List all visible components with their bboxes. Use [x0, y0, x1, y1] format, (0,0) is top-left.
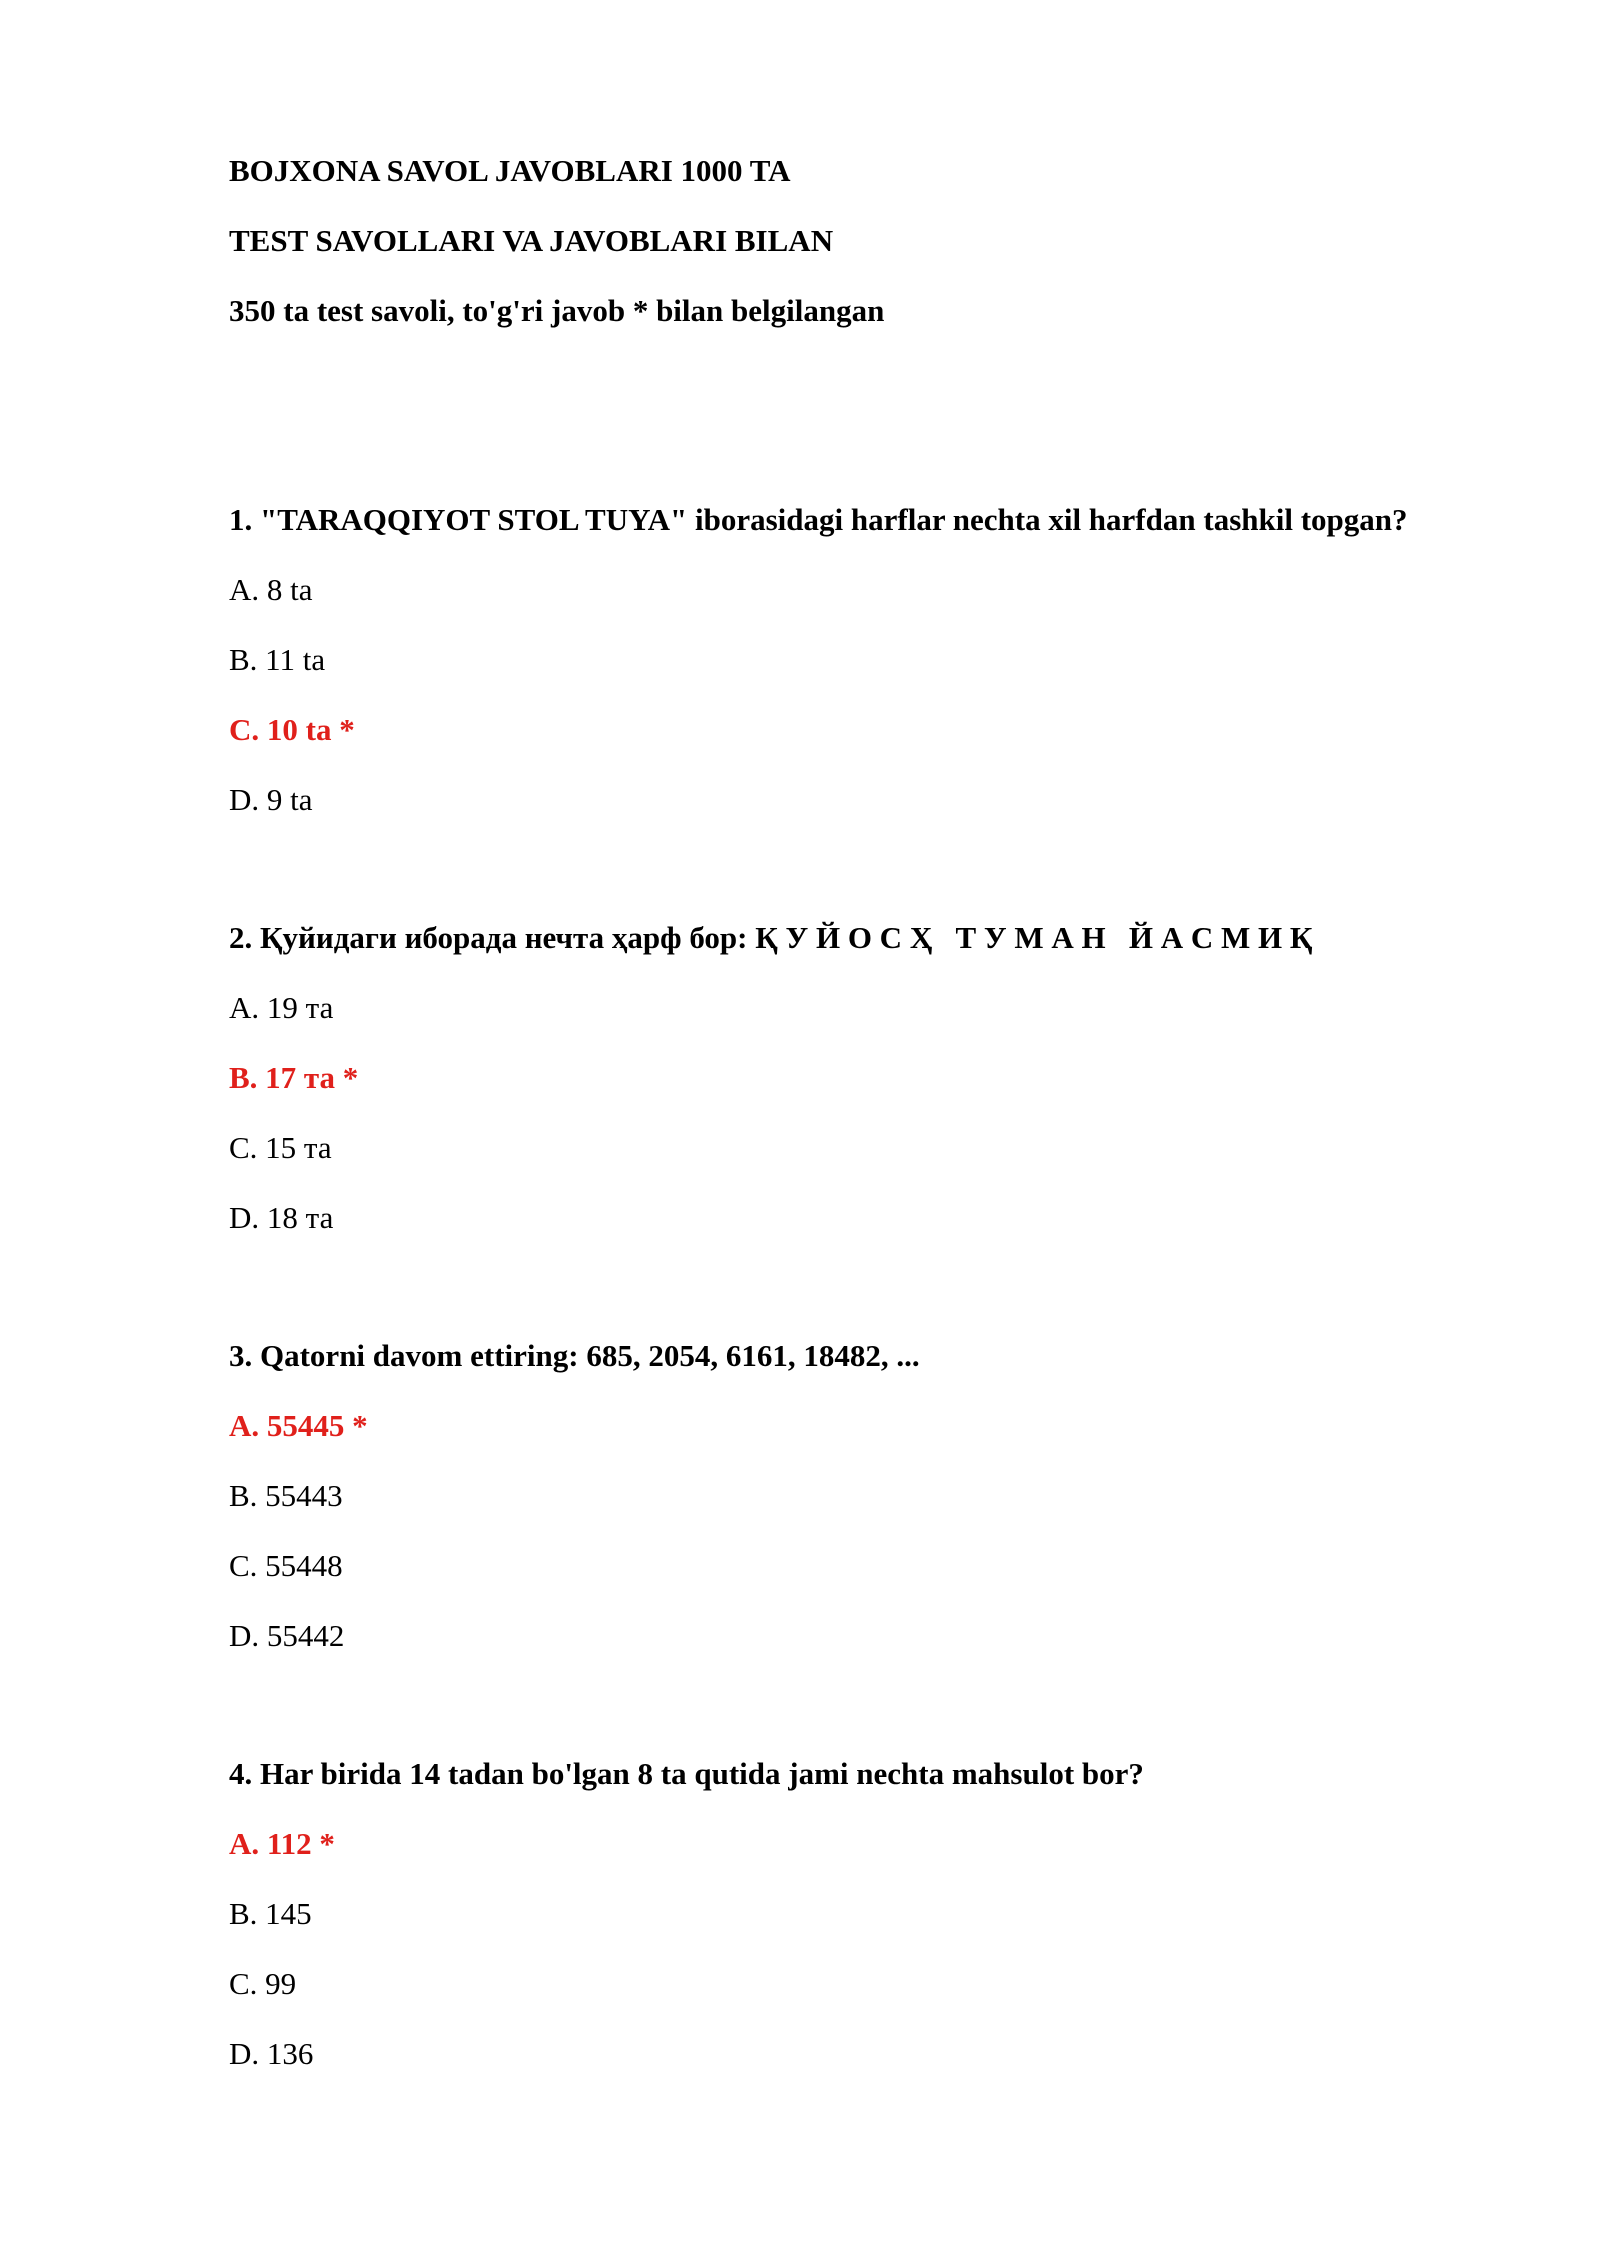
document-title-secondary: TEST SAVOLLARI VA JAVOBLARI BILAN — [229, 223, 834, 258]
question-2-text: 2. Қуйидаги иборада нечта ҳарф бор: Қ У Й О С Ҳ Т У М А Н Й А С М И Қ — [229, 920, 1313, 955]
question-3-option-c: C. 55448 — [229, 1548, 343, 1583]
question-1-option-d: D. 9 ta — [229, 782, 313, 817]
question-4-option-c: C. 99 — [229, 1966, 297, 2001]
document-title: BOJXONA SAVOL JAVOBLARI 1000 TA — [229, 153, 791, 188]
question-1-text: 1. "TARAQQIYOT STOL TUYA" iborasidagi harflar nechta xil harfdan tashkil topgan? — [229, 502, 1408, 537]
question-3-option-b: B. 55443 — [229, 1478, 343, 1513]
question-2-option-a: A. 19 та — [229, 990, 334, 1025]
question-2-option-c: C. 15 та — [229, 1130, 332, 1165]
question-1-option-b: B. 11 ta — [229, 642, 326, 677]
question-3-text: 3. Qatorni davom ettiring: 685, 2054, 6161, 18482, ... — [229, 1338, 920, 1373]
question-4-option-d: D. 136 — [229, 2036, 314, 2071]
question-2-option-b-correct: B. 17 та * — [229, 1060, 359, 1095]
question-3-option-d: D. 55442 — [229, 1618, 345, 1653]
question-1-option-c-correct: C. 10 ta * — [229, 712, 355, 747]
question-3-option-a-correct: A. 55445 * — [229, 1408, 368, 1443]
question-4-text: 4. Har birida 14 tadan bo'lgan 8 ta qutida jami nechta mahsulot bor? — [229, 1756, 1144, 1791]
question-2-option-d: D. 18 та — [229, 1200, 334, 1235]
document-subtitle: 350 ta test savoli, to'g'ri javob * bilan belgilangan — [229, 293, 885, 328]
question-4-option-b: B. 145 — [229, 1896, 312, 1931]
question-4-option-a-correct: A. 112 * — [229, 1826, 335, 1861]
question-1-option-a: A. 8 ta — [229, 572, 313, 607]
